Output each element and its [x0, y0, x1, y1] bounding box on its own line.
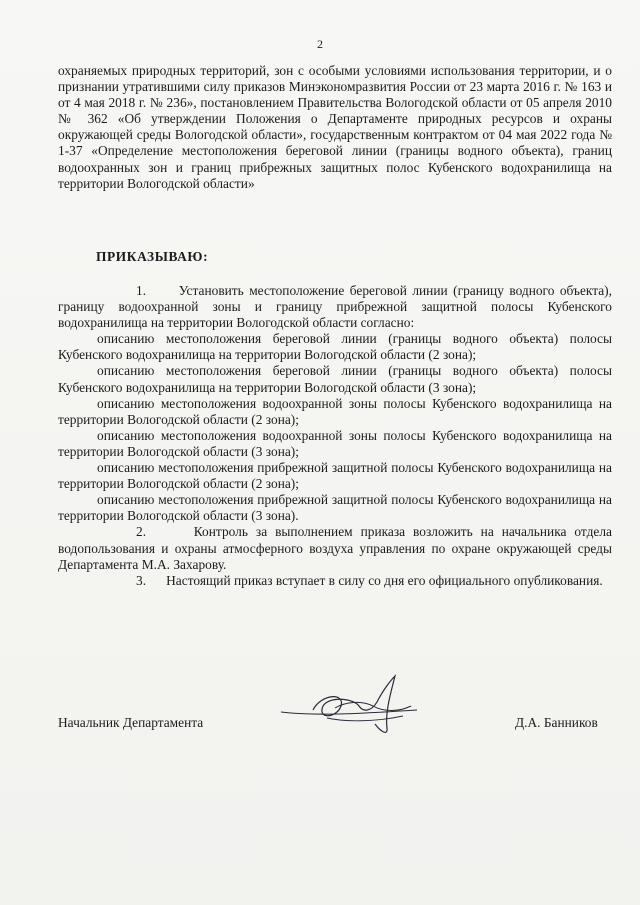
intro-paragraph: охраняемых природных территорий, зон с особыми условиями использования территории, и о признании утратившими силу приказов Минэкономразвития России от 23 марта 2016 г. № 163 и от 4 мая 2018 г. № 236», постановлением Правительства Вологодской области от 05 апреля 2010 № 362 «Об утверждении Положения о Департаменте природных ресурсов и охраны окружающей среды Вологодской области», государственным контрактом от 04 мая 2022 года № 1-37 «Определение местоположения береговой линии (границы водного объекта), границ водоохранных зон и границ прибрежных защитных полос Кубенского водохранилища на территории Вологодской области»	[58, 63, 612, 191]
item-number: 2.	[136, 524, 147, 540]
signatory-name: Д.А. Банников	[515, 715, 598, 730]
order-item-1	[58, 283, 612, 331]
item-text: описанию местоположения прибрежной защитной полосы Кубенского водохранилища на территории Вологодской области (3 зона).	[58, 492, 612, 524]
order-subitem-6	[58, 492, 612, 524]
order-subitem-4	[58, 428, 612, 460]
item-text: описанию местоположения береговой линии (границы водного объекта) полосы Кубенского водохранилища на территории Вологодской области (3 зона);	[58, 363, 612, 395]
item-text: описанию местоположения прибрежной защитной полосы Кубенского водохранилища на территории Вологодской области (2 зона);	[58, 460, 612, 492]
order-heading: ПРИКАЗЫВАЮ:	[96, 249, 209, 264]
signatory-title: Начальник Департамента	[58, 715, 204, 730]
order-subitem-1	[58, 331, 612, 363]
order-subitem-5	[58, 460, 612, 492]
order-subitem-2	[58, 363, 612, 395]
order-subitem-3	[58, 396, 612, 428]
order-item-2	[58, 524, 612, 572]
handwritten-signature	[275, 672, 425, 747]
item-number: 3.	[136, 572, 147, 588]
item-text: описанию местоположения водоохранной зоны полосы Кубенского водохранилища на территории Вологодской области (2 зона);	[58, 395, 612, 427]
intro-block	[58, 63, 612, 192]
item-text: описанию местоположения береговой линии (границы водного объекта) полосы Кубенского водохранилища на территории Вологодской области (2 зона);	[58, 331, 612, 363]
item-text: описанию местоположения водоохранной зоны полосы Кубенского водохранилища на территории Вологодской области (3 зона);	[58, 427, 612, 459]
item-text: Настоящий приказ вступает в силу со дня его официального опубликования.	[166, 572, 603, 588]
item-text: Установить местоположение береговой линии (границу водного объекта), границу водоохранной зоны и границу прибрежной защитной полосы Кубенского водохранилища на территории Вологодской области согласно:	[58, 283, 612, 331]
order-item-3	[58, 573, 612, 589]
order-items	[58, 283, 612, 589]
item-number: 1.	[136, 283, 147, 298]
item-text: Контроль за выполнением приказа возложить на начальника отдела водопользования и охраны атмосферного воздуха управления по охране окружающей среды Департамента М.А. Захарову.	[58, 524, 612, 572]
page-number: 2	[317, 37, 323, 51]
